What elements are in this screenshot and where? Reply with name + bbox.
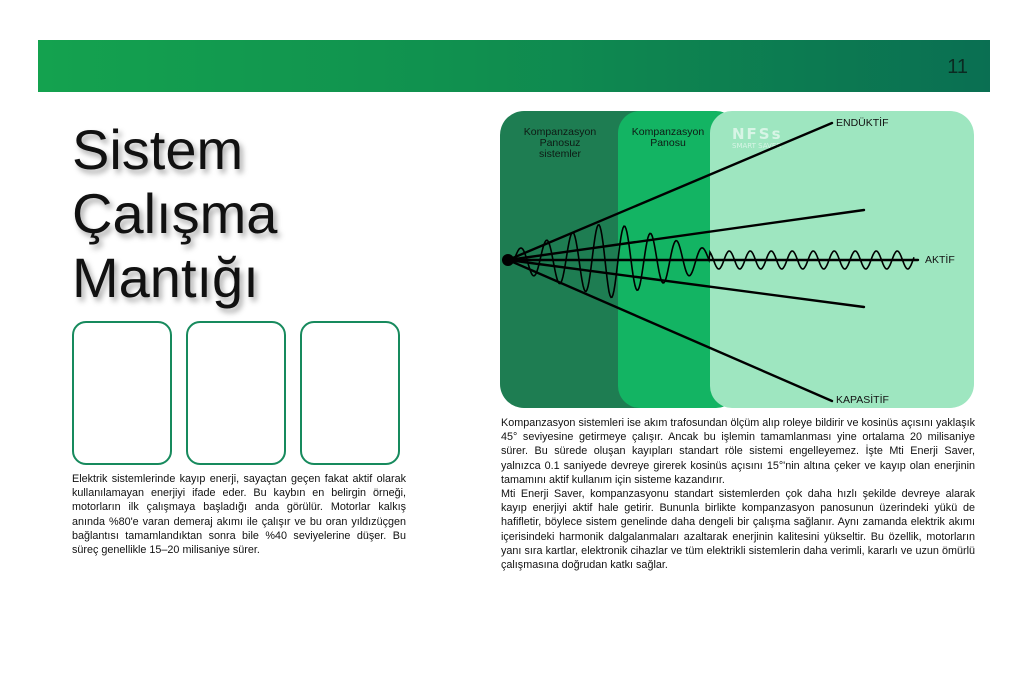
- feature-card-2: [186, 321, 286, 465]
- zone-1-label-line-1: Kompanzasyon: [523, 126, 597, 138]
- title-line-2: Çalışma: [72, 182, 278, 245]
- watermark-subtitle: SMART SAVER: [732, 142, 782, 150]
- left-paragraph: Elektrik sistemlerinde kayıp enerji, sayaçtan geçen fakat aktif olarak kullanılamayan enerjiyi ifade eder. Bu kaybın en belirgin örneği, motorların ilk çalışmaya başladığı anda görülür. Motorlar kalkış anında %80'e varan demeraj akımı ile çalışır ve bu oran yıldızüçgen bağlantısı tamamlandıktan sonra bile %40 seviyelerine düşer. Bu süreç genellikle 15–20 milisaniye sürer.: [72, 473, 406, 557]
- title-line-3: Mantığı: [72, 246, 259, 309]
- label-inductive: ENDÜKTİF: [836, 117, 889, 129]
- label-capacitive: KAPASİTİF: [836, 394, 889, 406]
- power-factor-diagram: [500, 111, 974, 408]
- right-paragraph-2: Mti Enerji Saver, kompanzasyonu standart sistemlerden çok daha hızlı şekilde devreye alarak kayıp enerjiyi aktif hale getirir. Bununla birlikte kompanzasyon panosunun üzerindeki yükü de hafifletir, böylece sistem genelinde daha dengeli bir çalışma sağlanır. Aynı zamanda elektrik akımı içerisindeki harmonik dalgalanmaları azaltarak enerjinin kalitesini yükseltir. Bu özellik, motorların yanı sıra kartlar, elektronik cihazlar ve tüm elektrikli sistemlerin daha verimli, kararlı ve uzun ömürlü çalışmasına doğrudan katkı sağlar.: [501, 488, 975, 572]
- feature-card-3: [300, 321, 400, 465]
- page-number: 11: [947, 56, 968, 78]
- watermark-logo: NFSs: [732, 125, 783, 143]
- title-line-1: Sistem: [72, 118, 244, 181]
- zone-2-label-line-1: Kompanzasyon: [631, 126, 705, 138]
- zone-2-label-line-2: Panosu: [650, 137, 686, 149]
- page-title: [72, 118, 412, 310]
- right-paragraph-1: Kompanzasyon sistemleri ise akım trafosundan ölçüm alıp roleye bildirir ve kosinüs açısını yaklaşık 45° seviyesine getirmeye çalışır. Ancak bu işlemin tamamlanması yine ortalama 20 milisaniye sürer. Bu sürede oluşan kayıpları standart röle sistemi engelleyemez. İşte Mti Enerji Saver, yalnızca 0.1 saniyede devreye girerek kosinüs açısını 15°'nin altına çeker ve kayıp olan enerjinin tamamını aktif kullanım için sisteme kazandırır.: [501, 417, 975, 486]
- label-active: AKTİF: [925, 254, 955, 266]
- feature-card-1: [72, 321, 172, 465]
- zone-1-label-line-3: sistemler: [538, 148, 582, 160]
- zone-1-label-line-2: Panosuz: [539, 137, 581, 149]
- header-bar: [38, 40, 990, 92]
- origin-point: [502, 254, 514, 266]
